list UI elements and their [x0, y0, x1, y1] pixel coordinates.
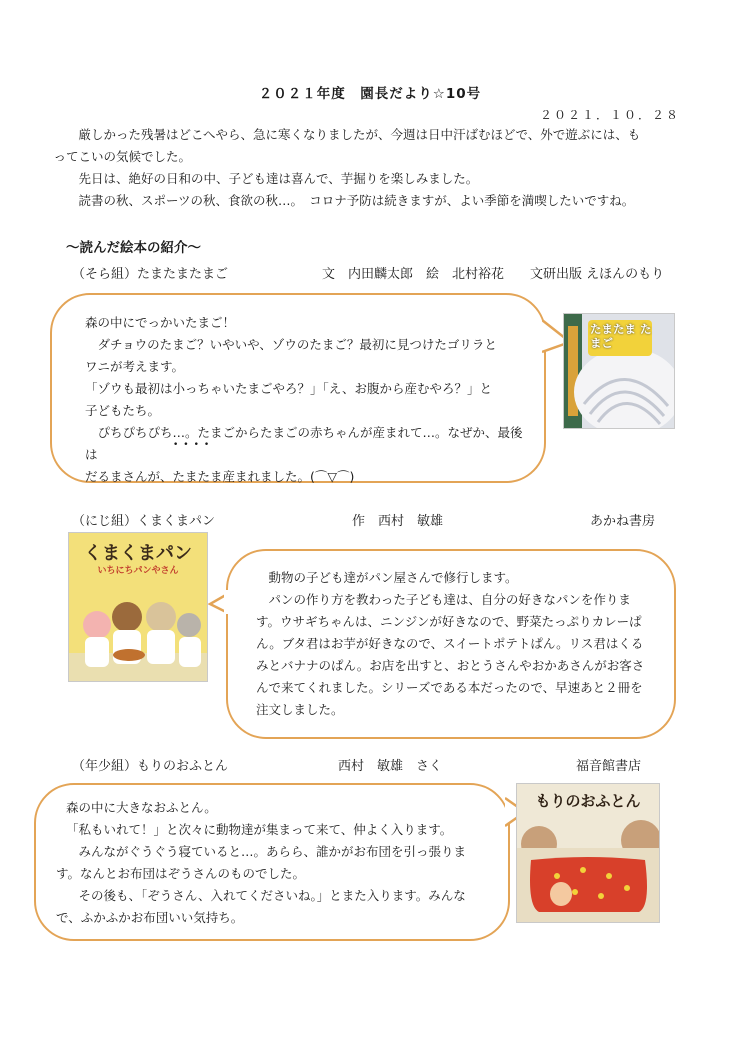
- page-title: ２０２１年度 園長だより☆10号: [258, 86, 482, 102]
- book-publisher: 福音館書店: [576, 759, 642, 774]
- review-line: ん。ブタ君はお芋が好きなので、スイートポテトぱん。リス君はくる: [256, 636, 644, 651]
- review-line: ぴちぴちぴち…。たまごからたまごの赤ちゃんが産まれて…。なぜか、最後は: [85, 425, 523, 462]
- intro-line: 厳しかった残暑はどこへやら、急に寒くなりましたが、今週は日中汗ばむほどで、外で遊ぶには、も: [78, 127, 641, 142]
- emphasis-dots: ••••: [173, 440, 215, 450]
- intro-line: 先日は、絶好の日和の中、子ども達は喜んで、芋掘りを楽しみました。: [78, 171, 479, 186]
- intro-text: [53, 124, 686, 212]
- section-heading: ～読んだ絵本の紹介～: [66, 240, 201, 256]
- book-title: （年少組）もりのおふとん: [72, 759, 229, 774]
- book-cover-tamatama: [563, 313, 675, 429]
- book-title: （にじ組）くまくまパン: [72, 514, 216, 529]
- review-line: パンの作り方を教わった子ども達は、自分の好きなパンを作りま: [268, 592, 631, 607]
- speech-bubble: [34, 783, 510, 941]
- book-title: （そら組）たまたまたまご: [72, 267, 229, 282]
- review-line: 森の中にでっかいたまご！: [85, 315, 236, 330]
- review-line: その後も、「ぞうさん、入れてくださいね。」とまた入ります。みんな: [78, 888, 466, 903]
- intro-line: ってこいの気候でした。: [53, 149, 192, 164]
- book-credits: 文 内田麟太郎 絵 北村裕花: [322, 267, 505, 282]
- speech-bubble: [50, 293, 546, 483]
- cover-title: くまくまパン: [84, 543, 192, 564]
- book-publisher: 文研出版 えほんのもり: [530, 267, 665, 282]
- issue-date: ２０２１．１０．２８: [539, 108, 680, 122]
- cover-title: たまたま たまご: [590, 322, 652, 350]
- cover-title: もりのおふとん: [535, 792, 641, 810]
- book-credits: 西村 敏雄 さく: [338, 759, 443, 774]
- review-line: 「私もいれて！」と次々に動物達が集まって来て、仲よく入ります。: [66, 822, 453, 837]
- book-publisher: あかね書房: [590, 514, 656, 529]
- review-line: す。なんとお布団はぞうさんのものでした。: [56, 866, 306, 881]
- speech-bubble: [226, 549, 676, 739]
- review-line: だるまさんが、たまたま産まれました。(⌒▽⌒): [85, 469, 355, 484]
- review-line: 動物の子ども達がパン屋さんで修行します。: [268, 570, 518, 585]
- book-cover-kumakuma: [68, 532, 208, 682]
- review-line: で、ふかふかお布団いい気持ち。: [56, 910, 244, 925]
- book-credits: 作 西村 敏雄: [352, 514, 444, 529]
- review-line: 「ゾウも最初は小っちゃいたまごやろ？」「え、お腹から産むやろ？」と: [85, 381, 493, 396]
- intro-line: 読書の秋、スポーツの秋、食欲の秋…。 コロナ予防は続きますが、よい季節を満喫したいですね。: [78, 193, 635, 208]
- review-line: 注文しました。: [256, 702, 344, 717]
- cover-subtitle: いちにちパンやさん: [97, 566, 179, 576]
- review-line: 子どもたち。: [85, 403, 161, 418]
- tail-joint: [224, 590, 230, 614]
- review-line: す。ウサギちゃんは、ニンジンが好きなので、野菜たっぷりカレーぱ: [256, 614, 642, 629]
- review-line: ダチョウのたまご？いやいや、ゾウのたまご？最初に見つけたゴリラと: [97, 337, 497, 352]
- review-line: みとバナナのぱん。お店を出すと、おとうさんやおかあさんがお客さ: [256, 658, 645, 673]
- review-line: みんながぐうぐう寝ていると…。あらら、誰かがお布団を引っ張りま: [78, 844, 467, 859]
- review-line: 森の中に大きなおふとん。: [66, 800, 217, 815]
- review-line: んで来てくれました。シリーズである本だったので、早速あと２冊を: [256, 680, 643, 695]
- book-cover-morinoofuton: [516, 783, 660, 923]
- review-line: ワニが考えます。: [85, 359, 185, 374]
